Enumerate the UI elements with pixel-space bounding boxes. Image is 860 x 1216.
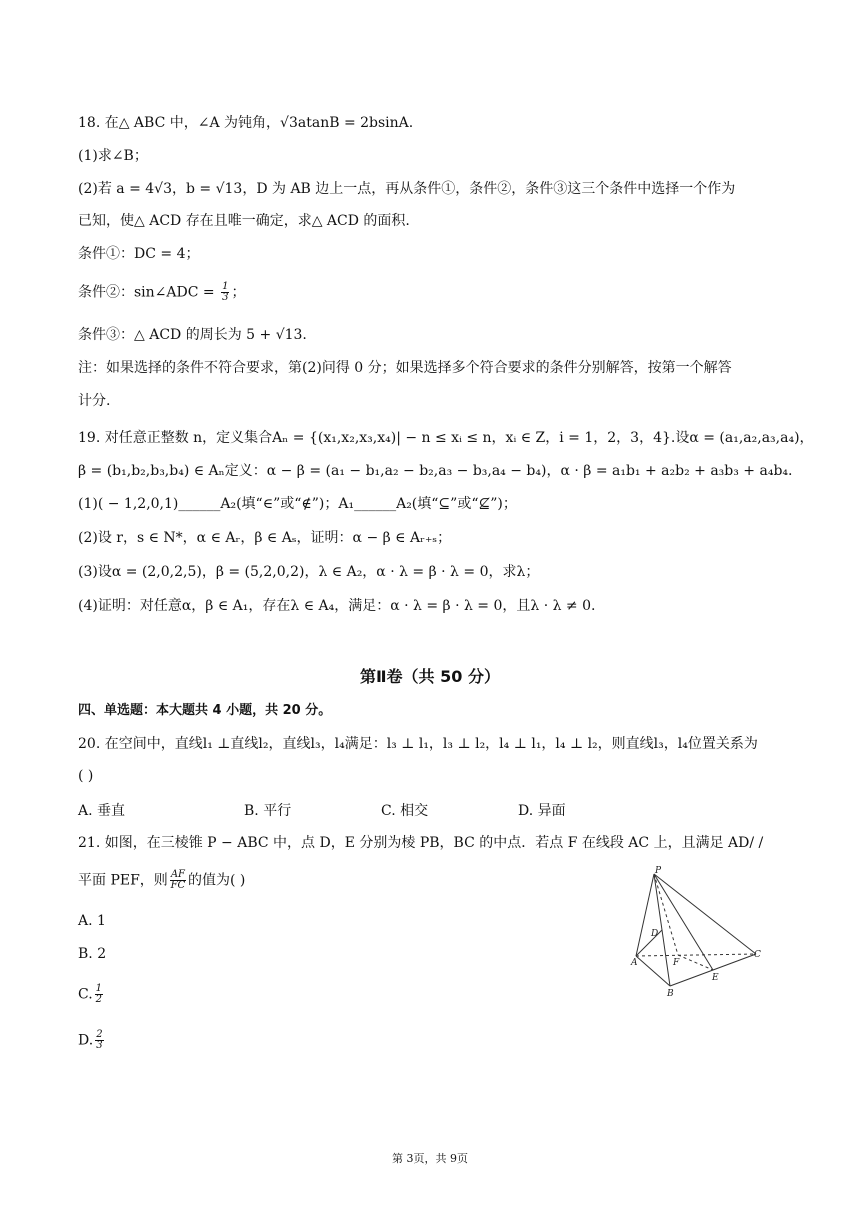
q18-part2-line2: 已知，使△ ACD 存在且唯一确定，求△ ACD 的面积. [78,213,410,229]
label-c: C [754,950,761,960]
label-e: E [712,973,719,983]
q18-note-line1: 注：如果选择的条件不符合要求，第(2)问得 0 分；如果选择多个符合要求的条件分别解答，按第一个解答 [78,360,732,376]
q18-condition-2-fraction: $\frac{1}{3}$ [222,281,229,303]
edge-pc [654,874,756,954]
q18-part2-line1: (2)若 a = 4√3，b = √13，D 为 AB 边上一点，再从条件①，条件②，条件③这三个条件中选择一个作为 [78,181,736,197]
q19-part4: (4)证明：对任意α，β ∈ A₁，存在λ ∈ A₄，满足：α · λ = β · λ = 0，且λ · λ ≠ 0. [78,598,596,614]
q19-line1: 19. 对任意正整数 n，定义集合Aₙ = {(x₁,x₂,x₃,x₄)| − n ≤ xᵢ ≤ n，xᵢ ∈ Z，i = 1，2，3，4}.设α = (a₁,a₂,a₃,a₄)， [78,430,814,446]
label-a: A [631,958,638,968]
label-b: B [667,989,674,999]
q20-line1: 20. 在空间中，直线l₁ ⊥直线l₂，直线l₃，l₄满足：l₃ ⊥ l₁，l₃ ⊥ l₂，l₄ ⊥ l₁，l₄ ⊥ l₂，则直线l₃，l₄位置关系为 [78,736,758,752]
section-title: 第Ⅱ卷（共 50 分） [360,667,500,686]
q19-part2: (2)设 r，s ∈ N*，α ∈ Aᵣ，β ∈ Aₛ，证明：α − β ∈ Aᵣ₊ₛ； [78,530,452,546]
pyramid-figure [626,864,766,1000]
edge-pf [654,874,678,955]
q21-ratio-fraction: $\frac{AF}{FC}$ [170,869,186,891]
q18-condition-3: 条件③：△ ACD 的周长为 5 + √13. [78,327,307,343]
q21-option-b: B. 2 [78,946,107,962]
q18-condition-1: 条件①：DC = 4； [78,246,200,262]
q18-condition-2: 条件②：sin∠ADC = $\frac{1}{3}$ ； [78,281,246,303]
q19-line2: β = (b₁,b₂,b₃,b₄) ∈ Aₙ定义：α − β = (a₁ − b₁,a₂ − b₂,a₃ − b₃,a₄ − b₄)，α · β = a₁b₁ + a₂b₂ + a₃b₃ + a₄b₄. [78,463,793,479]
label-f: F [673,958,680,968]
q19-part3: (3)设α = (2,0,2,5)，β = (5,2,0,2)，λ ∈ A₂，α · λ = β · λ = 0，求λ； [78,564,540,580]
q20-option-b: B. 平行 [244,803,292,819]
q20-line2: ( ) [78,768,94,784]
page-footer: 第 3页，共 9页 [392,1152,468,1165]
q20-option-c: C. 相交 [381,803,429,819]
q18-note-line2: 计分. [78,393,111,409]
q19-part1: (1)( − 1,2,0,1)______A₂(填“∈”或“∉”)；A₁______A₂(填“⊆”或“⊈”)； [78,496,517,512]
edge-fe [678,955,713,970]
edge-pa [636,874,654,956]
q21-option-c: C. $\frac{1}{2}$ [78,983,103,1005]
edge-ac [636,954,756,956]
q20-option-d: D. 异面 [518,803,566,819]
q18-part1: (1)求∠B； [78,148,148,164]
q20-option-a: A. 垂直 [78,803,126,819]
section-heading: 四、单选题：本大题共 4 小题，共 20 分。 [78,703,332,718]
label-p: P [655,866,662,876]
label-d: D [651,929,659,939]
q21-line1: 21. 如图，在三棱锥 P − ABC 中，点 D，E 分别为棱 PB，BC 的中点．若点 F 在线段 AC 上，且满足 AD/ / [78,835,764,851]
q21-option-a: A. 1 [78,913,106,929]
q21-line2: 平面 PEF，则 $\frac{AF}{FC}$ 的值为( ) [78,869,246,891]
edge-ab [636,956,670,986]
q18-stem: 18. 在△ ABC 中，∠A 为钝角，√3atanB = 2bsinA. [78,115,414,131]
q21-option-d: D. $\frac{2}{3}$ [78,1029,103,1051]
